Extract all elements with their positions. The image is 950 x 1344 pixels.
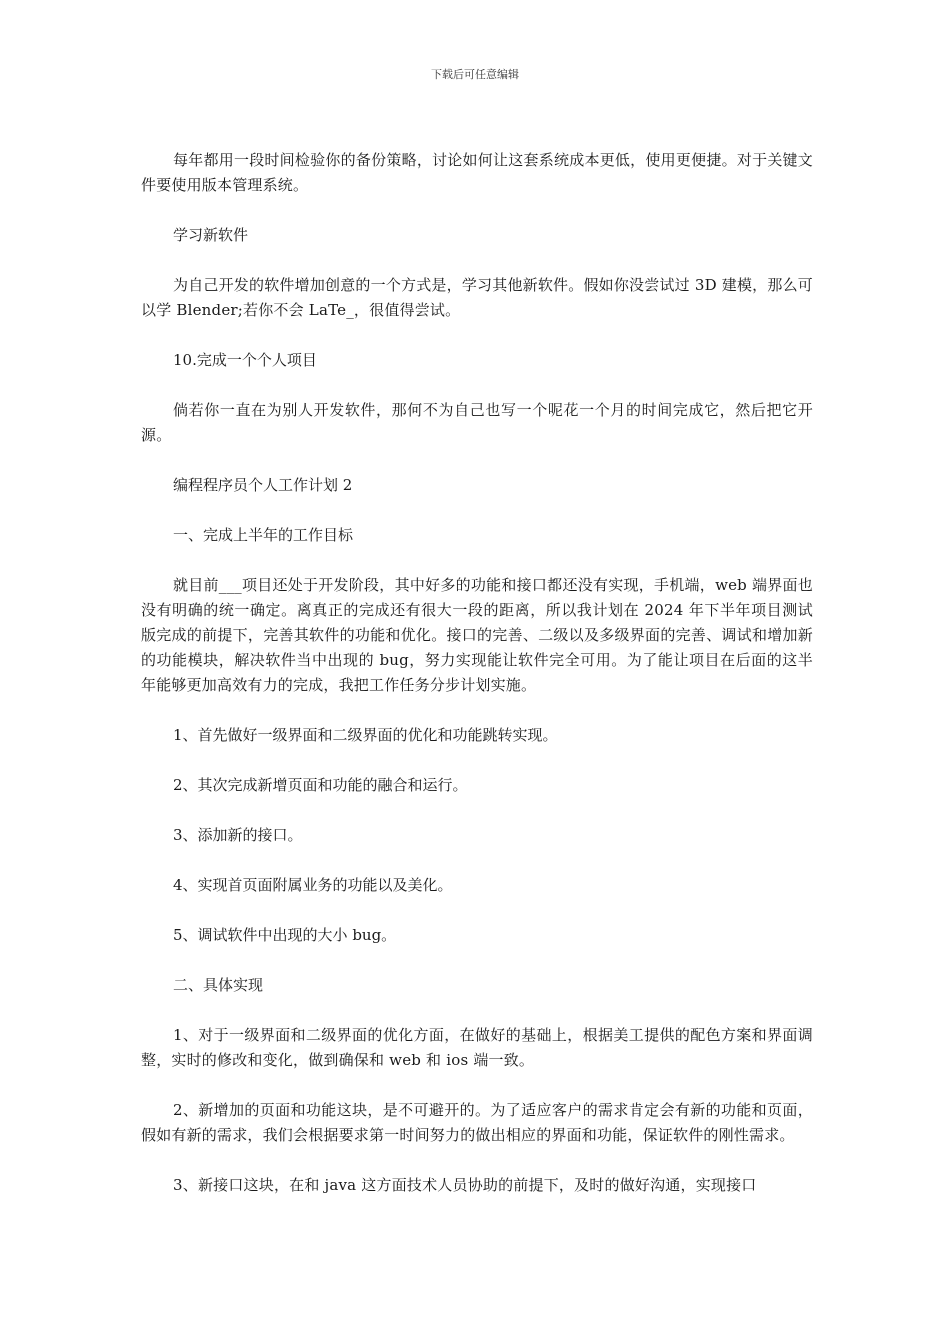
- paragraph-impl-2: 2、新增加的页面和功能这块，是不可避开的。为了适应客户的需求肯定会有新的功能和页面，假如有新的需求，我们会根据要求第一时间努力的做出相应的界面和功能，保证软件的刚性需求。: [141, 1101, 813, 1144]
- paragraph-project-status: 就目前___项目还处于开发阶段，其中好多的功能和接口都还没有实现，手机端，web 端界面也没有明确的统一确定。离真正的完成还有很大一段的距离，所以我计划在 2024 年下半年项目测试版完成的前提下，完善其软件的功能和优化。接口的完善、二级以及多级界面的完善、调试和增加新的功能模块，解决软件当中出现的 bug，努力实现能让软件完全可用。为了能让项目在后面的这半年能够更加高效有力的完成，我把工作任务分步计划实施。: [141, 576, 813, 694]
- document-body: [141, 148, 813, 1223]
- paragraph-backup-strategy: 每年都用一段时间检验你的备份策略，讨论如何让这套系统成本更低，使用更便捷。对于关键文件要使用版本管理系统。: [141, 151, 813, 194]
- heading-section-one: 一、完成上半年的工作目标: [173, 526, 354, 544]
- list-item-3: 3、添加新的接口。: [173, 826, 303, 844]
- list-item-2: 2、其次完成新增页面和功能的融合和运行。: [173, 776, 468, 794]
- list-item-5: 5、调试软件中出现的大小 bug。: [173, 926, 397, 944]
- page-header: 下载后可任意编辑: [431, 68, 519, 81]
- heading-section-two: 二、具体实现: [173, 976, 264, 994]
- list-item-1: 1、首先做好一级界面和二级界面的优化和功能跳转实现。: [173, 726, 558, 744]
- paragraph-impl-1: 1、对于一级界面和二级界面的优化方面，在做好的基础上，根据美工提供的配色方案和界面调整，实时的修改和变化，做到确保和 web 和 ios 端一致。: [141, 1026, 813, 1069]
- heading-learn-software: 学习新软件: [173, 226, 249, 244]
- paragraph-learn-software: 为自己开发的软件增加创意的一个方式是，学习其他新软件。假如你没尝试过 3D 建模，那么可以学 Blender;若你不会 LaTe_，很值得尝试。: [141, 276, 813, 319]
- heading-personal-project: 10.完成一个个人项目: [173, 351, 317, 369]
- heading-work-plan-2: 编程程序员个人工作计划 2: [173, 476, 353, 494]
- list-item-4: 4、实现首页面附属业务的功能以及美化。: [173, 876, 453, 894]
- paragraph-impl-3: 3、新接口这块，在和 java 这方面技术人员协助的前提下，及时的做好沟通，实现接口: [173, 1176, 757, 1194]
- paragraph-personal-project: 倘若你一直在为别人开发软件，那何不为自己也写一个呢花一个月的时间完成它，然后把它开源。: [141, 401, 813, 444]
